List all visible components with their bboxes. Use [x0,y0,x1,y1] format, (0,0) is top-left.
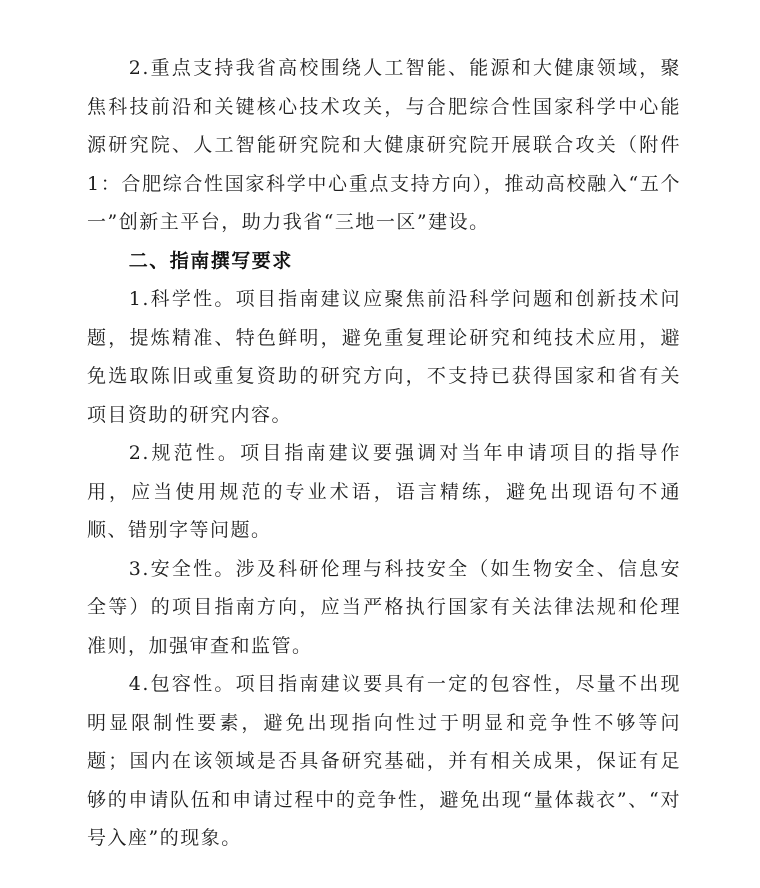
paragraph-safety: 3.安全性。涉及科研伦理与科技安全（如生物安全、信息安全等）的项目指南方向，应当严格执行国家有关法律法规和伦理准则，加强审查和监管。 [87,557,681,657]
section-heading-writing-requirements: 二、指南撰写要求 [128,249,293,272]
paragraph-standard: 2.规范性。项目指南建议要强调对当年申请项目的指导作用，应当使用规范的专业术语，语言精练，避免出现语句不通顺、错别字等问题。 [87,442,681,541]
paragraph-scientific: 1.科学性。项目指南建议应聚焦前沿科学问题和创新技术问题，提炼精准、特色鲜明，避免重复理论研究和纯技术应用，避免选取陈旧或重复资助的研究方向，不支持已获得国家和省有关项目资助的研究内容。 [87,288,681,426]
paragraph-inclusiveness: 4.包容性。项目指南建议要具有一定的包容性，尽量不出现明显限制性要素，避免出现指向性过于明显和竞争性不够等问题；国内在该领域是否具备研究基础，并有相关成果，保证有足够的申请队伍和申请过程中的竞争性，避免出现“量体裁衣”、“对号入座”的现象。 [87,673,681,849]
paragraph-support-focus: 2.重点支持我省高校围绕人工智能、能源和大健康领域，聚焦科技前沿和关键核心技术攻关，与合肥综合性国家科学中心能源研究院、人工智能研究院和大健康研究院开展联合攻关（附件1：合肥综合性国家科学中心重点支持方向），推动高校融入“五个一”创新主平台，助力我省“三地一区”建设。 [87,57,681,233]
document-body [87,49,681,858]
